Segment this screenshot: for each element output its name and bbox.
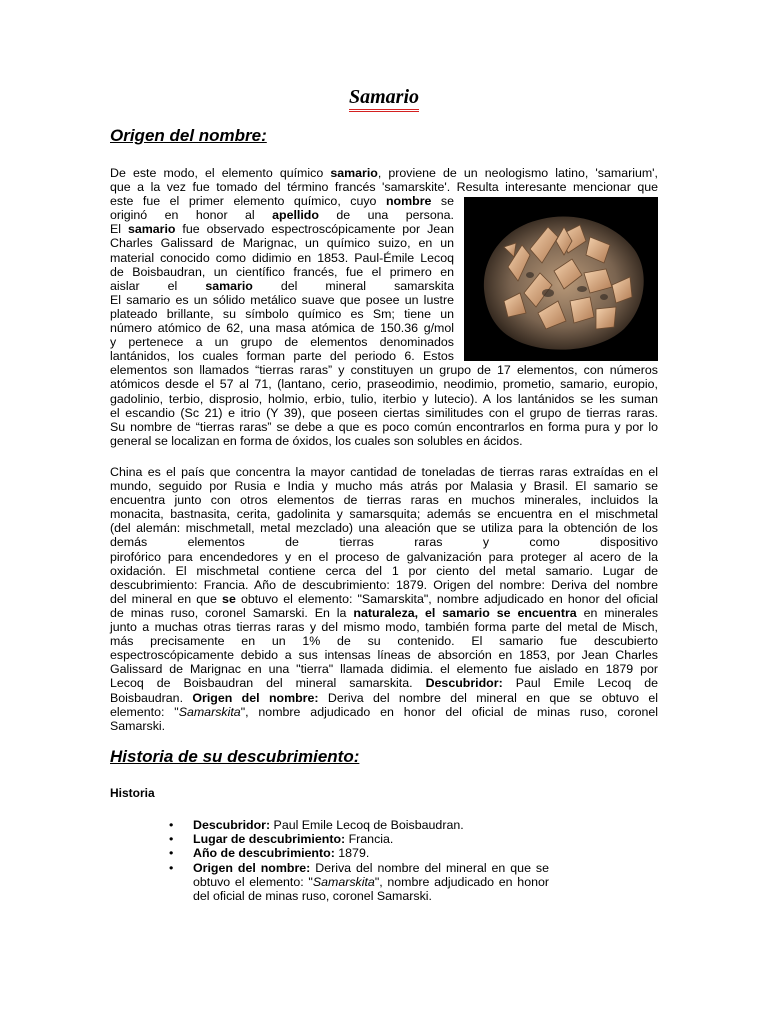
text-line: más precisamente en un 1% de su contenido. El samario fue descubierto [110, 634, 658, 649]
text-line: Charles Galissard de Marignac, un químico suizo, en un [110, 236, 454, 251]
bullet-icon: • [169, 818, 174, 832]
text-line: el escandio (Sc 21) e itrio (Y 39), que poseen ciertas similitudes con el grupo de tierras raras. [110, 405, 658, 420]
text-line: espectroscópicamente debido a sus intensas líneas de absorción en 1853, por Jean Charles [110, 648, 658, 663]
title-text: Samario [349, 86, 419, 112]
text-line: junto a muchas otras tierras raras y del mismo modo, también forma parte del metal de Misch, [110, 620, 658, 635]
section-heading-historia: Historia de su descubrimiento: [110, 747, 360, 766]
text-line: De este modo, el elemento químico samario, proviene de un neologismo latino, 'samarium', [110, 166, 658, 180]
text-line: del mineral en que se obtuvo el elemento: "Samarskita", nombre adjudicado en honor del oficial [110, 591, 658, 606]
text-line: elementos son llamados “tierras raras” y constituyen un grupo de 17 elementos, con números [110, 363, 658, 378]
text-line: de minas ruso, coronel Samarski. En la naturaleza, el samario se encuentra en minerales [110, 605, 659, 620]
list-item: • Descubridor: Paul Emile Lecoq de Boisbaudran. [169, 818, 464, 832]
text-line: Samarski. [110, 718, 166, 733]
text-line: que a la vez fue tomado del término francés 'samarskite'. Resulta interesante mencionar que [110, 180, 658, 195]
text-line: Lecoq de Boisbaudran del mineral samarskita. Descubridor: Paul Emile Lecoq de [110, 676, 658, 691]
text-line: oxidación. El mischmetal contiene cerca del 1 por ciento del metal samario. Lugar de [110, 563, 658, 578]
text-line: mundo, seguido por Rusia e India y mucho más atrás por Malasia y Brasil. El samario se [110, 479, 658, 494]
text-line: atómicos desde el 57 al 71, (lantano, cerio, praseodimio, neodimio, prometio, samario, europio, [110, 377, 658, 392]
text-line: El samario es un sólido metálico suave que posee un lustre [110, 292, 454, 307]
text-line: monacita, bastnasita, cerita, gadolinita y samarsquita; además se encuentra en el mischmetal [110, 507, 658, 522]
text-line: general se localizan en forma de óxidos, los cuales son solubles en ácidos. [110, 433, 523, 448]
text-line: originó en honor al apellido de una persona. [110, 208, 454, 223]
text-line: El samario fue observado espectroscópicamente por Jean [110, 222, 454, 237]
text-line: gadolinio, terbio, disprosio, holmio, erbio, tulio, iterbio y lutecio). A los lantánidos se les suman [110, 391, 658, 406]
page-title [0, 86, 768, 109]
text-line: plateado brillante, su símbolo químico es Sm; tiene un [110, 306, 454, 321]
text-line: pirofórico para encendedores y en el proceso de galvanización para proteger al acero de la [110, 549, 658, 564]
text-line: Galissard de Marignac en una "tierra" llamada didimia. el elemento fue aislado en 1879 por [110, 662, 658, 677]
text-line: Boisbaudran. Origen del nombre: Deriva del nombre del mineral en que se obtuvo el [110, 690, 659, 705]
samarskite-mineral-photo [464, 197, 658, 361]
text-line: y pertenece a un grupo de elementos denominados [110, 335, 454, 350]
text-line: Su nombre de “tierras raras” se debe a que es poco común encontrarlos en forma pura y por lo [110, 419, 658, 434]
text-line: China es el país que concentra la mayor cantidad de toneladas de tierras raras extraídas en el [110, 465, 658, 479]
text-line: demás elementos de tierras raras y como dispositivo [110, 535, 658, 550]
list-item: • Lugar de descubrimiento: Francia. [169, 832, 394, 847]
bullet-icon: • [169, 860, 174, 875]
text-line: elemento: "Samarskita", nombre adjudicado en honor del oficial de minas ruso, coronel [110, 704, 658, 719]
mineral-crystal-illustration [464, 197, 658, 361]
text-line: este fue el primer elemento químico, cuyo nombre se [110, 194, 455, 209]
bullet-icon: • [169, 832, 174, 847]
list-item: • Origen del nombre: Deriva del nombre del mineral en que se obtuvo el elemento: "Samarskita", nombre adjudicado en honor del oficial de minas ruso, coronel Samarski. [169, 860, 549, 904]
text-line: (del alemán: mischmetall, metal mezclado) una aleación que se utiliza para la obtención de los [110, 521, 658, 536]
text-line: lantánidos, los cuales forman parte del periodo 6. Estos [110, 349, 454, 364]
text-line: encuentra junto con otros elementos de tierras raras en muchos minerales, incluidos la [110, 493, 658, 508]
discovery-facts-list [165, 818, 549, 903]
bullet-icon: • [169, 846, 174, 861]
section-heading-origen: Origen del nombre: [110, 126, 267, 145]
historia-label: Historia [110, 786, 155, 800]
text-line: número atómico de 62, una masa atómica de 150.36 g/mol [110, 321, 454, 336]
paragraph-china [110, 465, 658, 733]
text-line: material conocido como didimio en 1853. Paul-Émile Lecoq [110, 250, 454, 265]
list-item: • Año de descubrimiento: 1879. [169, 846, 370, 861]
text-line: de Boisbaudran, un científico francés, fue el primero en [110, 264, 454, 279]
text-line: aislar el samario del mineral samarskita [110, 278, 454, 293]
text-line: descubrimiento: Francia. Año de descubrimiento: 1879. Origen del nombre: Deriva del nombre [110, 577, 658, 592]
